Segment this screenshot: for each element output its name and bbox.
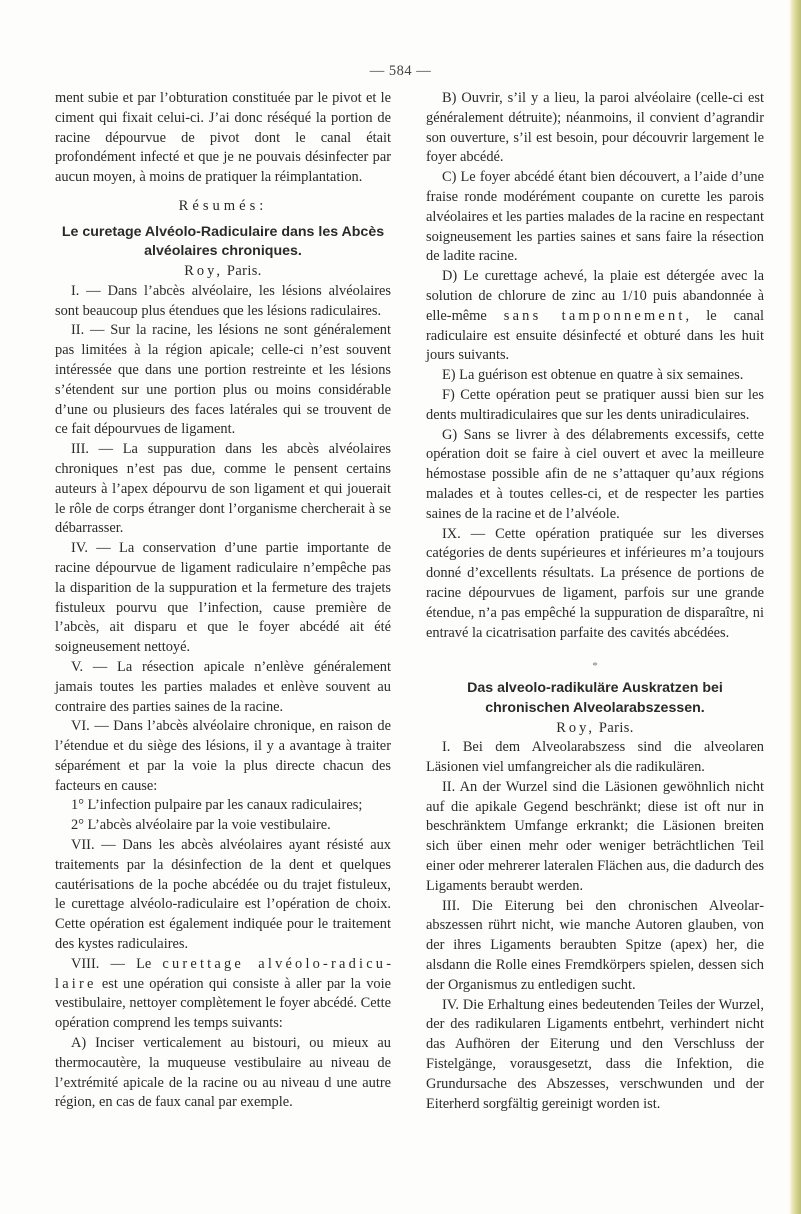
author-city-de: Paris. xyxy=(594,719,634,736)
section-separator: * xyxy=(592,660,598,673)
point-8-rest: est une opération qui consiste à aller par la voie vestibulaire, nettoyer complètement le foyer abcédé. Cette opération comprend les temps suivants: xyxy=(55,975,391,1032)
step-d-rest: , le canal radiculaire est ensuite désinfecté et obturé dans les huit jours suivants. xyxy=(426,307,764,364)
summary-point-8 xyxy=(55,955,391,1034)
step-b: B) Ouvrir, s’il y a lieu, la paroi alvéolaire (celle-ci est généralement détruite); néanmoins, il convient d’agrandir son ouverture, s’il est besoin, pour découvrir largement le foyer abcédé. xyxy=(426,90,764,166)
author-city: Paris. xyxy=(222,262,262,279)
step-a: A) Inciser verticalement au bistouri, ou mieux au thermocautère, la muqueuse vestibulaire au niveau de l’extrémité apicale de la racine ou au niveau d une autre région, en cas de faux canal par exemple. xyxy=(55,1035,391,1111)
article-title-de: Das alveolo-radikuläre Auskratzen bei chronischen Alveolarabszessen. xyxy=(467,680,723,716)
german-point-3: III. Die Eiterung bei den chronischen Alveolarabszessen rührt nicht, wie manche Autoren glauben, von der ihres Ligaments beraubten Spitze (apex) her, die alsdann die Rolle eines Fremdkörpers spielen, dessen sich der Organismus zu entledigen sucht. xyxy=(426,897,764,993)
german-point-4: IV. Die Erhaltung eines bedeutenden Teiles der Wurzel, der des radikularen Ligaments entbehrt, verhindert nicht das Aufhören der Eiterung und den Verschluss der Fistelgänge, vorausgesetzt, dass die Infektion, die Grundursache des Abszesses, verschwunden und der Eiterherd sorgfältig gereinigt worden ist. xyxy=(426,996,764,1112)
author-name-de: Roy, xyxy=(556,719,595,736)
page-number: — 584 — xyxy=(369,63,432,79)
summary-point-6-item-1: 1° L’infection pulpaire par les canaux radiculaires; xyxy=(71,797,363,814)
summary-point-5: V. — La résection apicale n’enlève généralement jamais toutes les parties malades et enlève souvent au contraire des parties saines de la racine. xyxy=(55,658,391,715)
summary-point-3: III. — La suppuration dans les abcès alvéolaires chroniques n’est pas due, comme le pensent certains auteurs à l’apex dépourvu de son ligament et qui jouerait le rôle de corps étranger dont l’organisme chercherait à se débarrasser. xyxy=(55,441,391,537)
intro-paragraph: ment subie et par l’obturation constituée par le pivot et le ciment qui fixait celui-ci. J’ai donc réséqué la portion de racine dépourvue de pivot dont le canal était profondément infecté et que je ne pouvais désinfecter par aucun moyen, à moins de pratiquer la réimplantation. xyxy=(55,90,391,186)
summary-point-6-item-2: 2° L’abcès alvéolaire par la voie vestibulaire. xyxy=(71,817,331,834)
summary-point-4: IV. — La conservation d’une partie importante de racine dépourvue de ligament radiculaire n’empêche pas la disparition de la suppuration et la fermeture des trajets fistuleux pourvu que l’infection, cause première de l’abcès, ait disparu et que le foyer abcédé ait été soigneusement nettoyé. xyxy=(55,540,391,656)
german-point-1: I. Bei dem Alveolarabszess sind die alveolaren Läsionen viel umfangreicher als die radikulären. xyxy=(426,739,764,776)
step-c: C) Le foyer abcédé étant bien découvert, a l’aide d’une fraise ronde modérément coupante on curette les parois alvéolaires et les parties malades de la racine en respectant soigneusement les parties saines et sans faire la résection de ladite racine. xyxy=(426,169,764,265)
author-line-de xyxy=(426,719,764,739)
point-8-prefix: VIII. — Le xyxy=(71,955,163,972)
step-f: F) Cette opération peut se pratiquer aussi bien sur les dents multiradiculaires que sur les dents uniradiculaires. xyxy=(426,386,764,423)
step-e: E) La guérison est obtenue en quatre à six semaines. xyxy=(442,367,744,384)
right-column xyxy=(426,89,764,1114)
step-g: G) Sans se livrer à des délabrements excessifs, cette opération doit se faire à ciel ouvert et avec la meilleure hémostase possible afin de ne s’attaquer qu’aux régions malades et à toutes celles-ci, et de respecter les parties saines de la racine et de l’alvéole. xyxy=(426,426,764,522)
left-column xyxy=(55,89,391,1113)
summary-point-6: VI. — Dans l’abcès alvéolaire chronique, en raison de l’étendue et du siège des lésions, il y a avantage à traiter séparément et par la voie la plus directe chacun des facteurs en cause: xyxy=(55,718,391,794)
german-point-2: II. An der Wurzel sind die Läsionen gewöhnlich nicht auf die apikale Gegend beschränkt; diese ist oft nur in beschränktem Umfange erkrankt; die Läsionen breiten sich über einen mehr oder weniger beträchtlichen Teil einer oder mehrerer lateralen Flächen aus, die dadurch des Ligaments beraubt werden. xyxy=(426,778,764,894)
article-title-fr: Le curetage Alvéolo-Radiculaire dans les Abcès alvéolaires chroniques. xyxy=(61,223,385,260)
summary-point-1: I. — Dans l’abcès alvéolaire, les lésions alvéolaires sont beaucoup plus étendues que les lésions radiculaires. xyxy=(55,282,391,319)
step-d xyxy=(426,267,764,366)
step-d-emphasis: sans tamponnement xyxy=(503,307,686,324)
point-8-emphasis: curettage alvéolo-radiculaire xyxy=(55,955,391,992)
page-edge-shadow xyxy=(789,0,801,1214)
author-name: Roy, xyxy=(184,262,223,279)
summary-point-2: II. — Sur la racine, les lésions ne sont généralement pas limitées à la région apicale; celle-ci n’est souvent intéressée que dans une portion restreinte et les lésions s’étendent sur une portion plus ou moins considérable d’une ou plusieurs des faces latérales qui se trouvent de ce fait dépourvues de ligament. xyxy=(55,322,391,438)
summary-point-7: VII. — Dans les abcès alvéolaires ayant résisté aux traitements par la désinfection de la dent et quelques cautérisations de la poche abcédée ou du trajet fistuleux, le curettage alvéolo-radiculaire est l’opération de choix. Cette opération est également indiquée pour le traitement des kystes radiculaires. xyxy=(55,837,391,953)
step-d-prefix: D) Le curettage achevé, la plaie est détergée avec la solution de chlorure de zinc au 1/10 puis abandonnée à elle-même xyxy=(426,268,764,324)
author-line-fr xyxy=(55,262,391,282)
resume-heading: Résumés: xyxy=(178,197,268,214)
summary-point-9: IX. — Cette opération pratiquée sur les diverses catégories de dents supérieures et inférieures m’a toujours donné d’excellents résultats. La présence de portions de racine dépourvues de ligament, parfois sur une grande étendue, n’a pas empêché la suppuration de disparaître, ni entravé la cicatrisation parfaite des cavités abcédées. xyxy=(426,525,764,641)
